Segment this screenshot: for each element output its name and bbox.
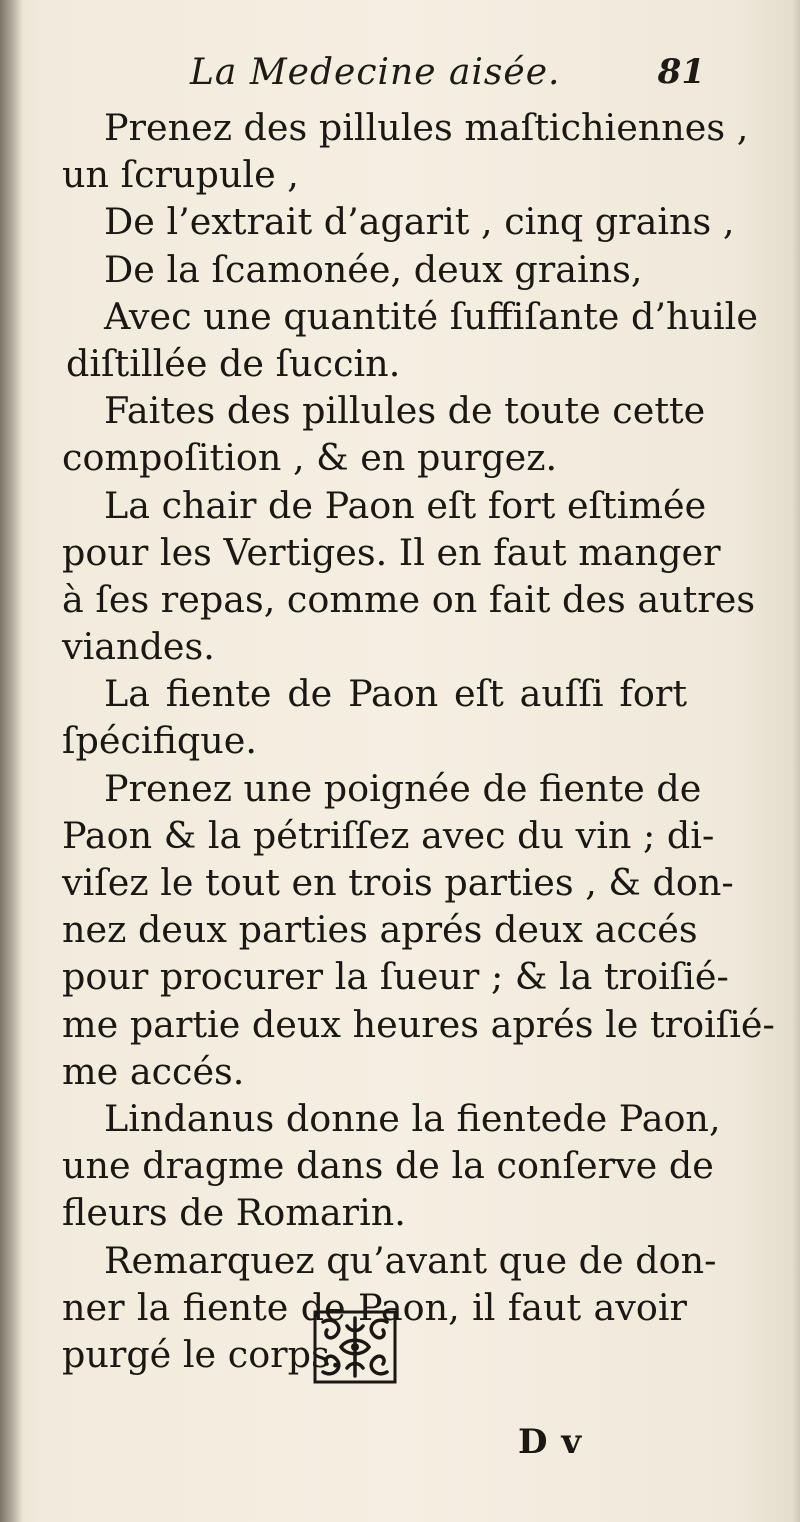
page-gutter bbox=[0, 0, 22, 1522]
text-line: purgé le corps. bbox=[62, 1332, 342, 1376]
text-line: me partie deux heures aprés le troiſié- bbox=[62, 1002, 775, 1046]
page-edge bbox=[792, 0, 800, 1522]
text-line: un ſcrupule , bbox=[62, 153, 299, 197]
text-line: compoſition , & en purgez. bbox=[62, 436, 558, 480]
text-line: pour procurer la ſueur ; & la troiſié- bbox=[62, 955, 729, 999]
fleuron-ornament-icon bbox=[311, 1308, 399, 1386]
text-line: ſpécifique. bbox=[62, 719, 258, 763]
text-line: Prenez des pillules maſtichiennes , bbox=[104, 106, 749, 149]
text-line: fleurs de Romarin. bbox=[62, 1191, 406, 1235]
text-line: De l’extrait d’agarit , cinq grains , bbox=[104, 200, 735, 244]
body-text bbox=[62, 104, 775, 1378]
signature-mark: D v bbox=[518, 1422, 583, 1462]
text-line: viſez le tout en trois parties , & don- bbox=[62, 861, 734, 904]
text-line: Faites des pillules de toute cette bbox=[104, 389, 706, 433]
fleuron-ornament-graphic bbox=[311, 1308, 399, 1386]
page-number: 81 bbox=[657, 52, 705, 92]
text-line: La fiente de Paon eſt auſſi fort bbox=[104, 672, 687, 716]
running-header bbox=[190, 52, 705, 104]
running-title: La Medecine aisée. bbox=[190, 52, 561, 93]
text-line: diſtillée de ſuccin. bbox=[66, 341, 401, 385]
text-line: Avec une quantité ſuffiſante d’huile bbox=[104, 294, 758, 338]
text-line: à ſes repas, comme on fait des autres bbox=[62, 577, 756, 621]
text-line: La chair de Paon eſt fort eſtimée bbox=[104, 483, 707, 527]
text-line: ner la fiente de Paon, il faut avoir bbox=[62, 1285, 687, 1329]
text-line: De la ſcamonée, deux grains, bbox=[104, 247, 643, 291]
text-line: Remarquez qu’avant que de don- bbox=[104, 1238, 717, 1282]
text-line: nez deux parties aprés deux accés bbox=[62, 908, 698, 952]
text-line: me accés. bbox=[62, 1049, 245, 1093]
text-line: Prenez une poignée de fiente de bbox=[104, 766, 702, 810]
text-line: Lindanus donne la fientede Paon, bbox=[104, 1096, 721, 1140]
text-line: Paon & la pétriſſez avec du vin ; di- bbox=[62, 813, 715, 857]
text-line: une dragme dans de la conſerve de bbox=[62, 1144, 714, 1188]
text-line: pour les Vertiges. Il en faut manger bbox=[62, 530, 721, 574]
text-line: viandes. bbox=[62, 625, 215, 669]
